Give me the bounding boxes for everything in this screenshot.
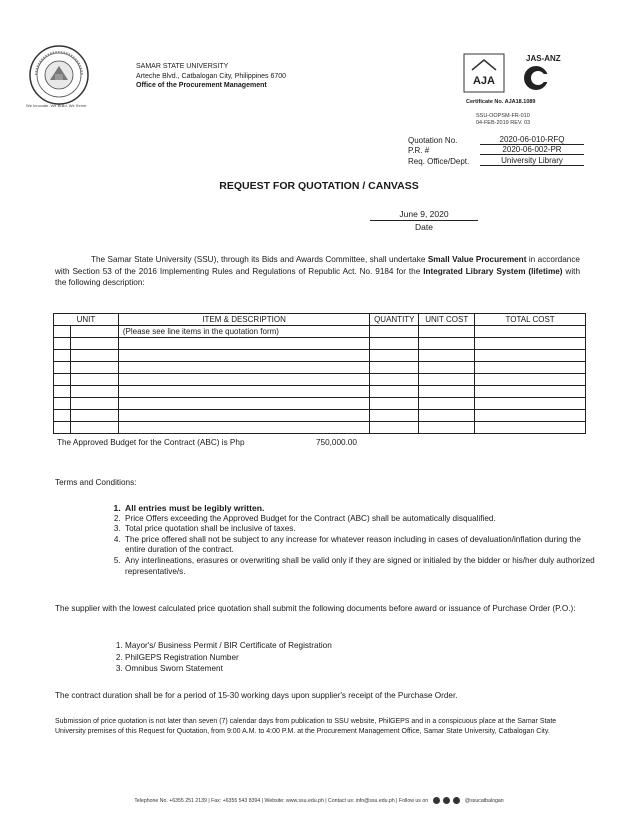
form-code — [476, 113, 530, 126]
form-code-revision: 04-FEB-2019 REV. 03 — [476, 119, 531, 126]
office-value: University Library — [480, 156, 584, 166]
intro-text-3: with the following description: — [55, 266, 580, 287]
table-header-row — [54, 314, 586, 326]
terms-heading: Terms and Conditions: — [55, 478, 137, 487]
university-seal-logo — [28, 44, 90, 106]
office-name: Office of the Procurement Management — [136, 82, 267, 89]
term-item: 4. The price offered shall not be subject to any increase for whatever reason including in cases of devaluation/inflation during the entire duration of the contract. — [123, 535, 601, 556]
document-item: 2. PhilGEPS Registration Number — [125, 652, 332, 664]
cert-logo-text: AJA — [472, 75, 496, 87]
header-unit-cost: UNIT COST — [419, 314, 475, 326]
items-table — [53, 313, 586, 434]
intro-bold-1: Small Value Procurement — [427, 255, 527, 264]
form-code-number: SSU-OOPSM-FR-010 — [476, 113, 530, 119]
quotation-no-label: Quotation No. — [408, 135, 458, 145]
footer — [0, 797, 638, 804]
contract-duration: The contract duration shall be for a period of 15-30 working days upon supplier's receipt of the Purchase Order. — [55, 691, 458, 700]
document-item: 1. Mayor's/ Business Permit / BIR Certificate of Registration — [125, 640, 332, 652]
footer-contact: Telephone No. +6355 251 2139 | Fax: +6355 543 8394 | Website: www.ssu.edu.ph | Contact us: info@ssu.edu.ph | Follow us on — [134, 797, 429, 804]
letterhead — [136, 62, 286, 91]
quotation-no-value: 2020-06-010-RFQ — [480, 135, 584, 145]
certificate-number: Certificate No. AJA18.1089 — [466, 99, 536, 105]
header-total-cost: TOTAL COST — [475, 314, 586, 326]
supplier-paragraph: The supplier with the lowest calculated price quotation shall submit the following documents before award or issuance of Purchase Order (P.O.): — [55, 604, 576, 613]
table-row — [54, 374, 586, 386]
term-item: 2. Price Offers exceeding the Approved Budget for the Contract (ABC) shall be automatically disqualified. — [123, 514, 601, 525]
intro-text-2: in accordance with Section 53 of the 2016 Implementing Rules and Regulations of Republic Act. No. 9184 for the — [55, 255, 580, 276]
quotation-no-row — [408, 134, 584, 145]
date-block — [370, 209, 478, 232]
pr-value: 2020-06-002-PR — [480, 145, 584, 155]
table-row — [54, 326, 586, 338]
table-row — [54, 422, 586, 434]
intro-bold-2: Integrated Library System (lifetime) — [423, 266, 563, 276]
twitter-icon — [433, 797, 440, 804]
term-item: 5. Any interlineations, erasures or overwriting shall be valid only if they are signed or initialed by the bidder or his/her duly authorized representative/s. — [123, 556, 601, 577]
documents-list — [109, 640, 332, 675]
table-row — [54, 386, 586, 398]
facebook-icon — [453, 797, 460, 804]
date-label: Date — [415, 222, 433, 232]
office-label: Req. Office/Dept. — [408, 156, 470, 166]
pr-label: P.R. # — [408, 146, 430, 155]
abc-line — [57, 438, 357, 447]
document-item: 3. Omnibus Sworn Statement — [125, 663, 332, 675]
table-row — [54, 398, 586, 410]
intro-text-1: The Samar State University (SSU), through its Bids and Awards Committee, shall undertake — [91, 255, 428, 264]
footer-handle: @ssucatbalogan — [464, 797, 504, 804]
abc-label: The Approved Budget for the Contract (ABC) is Php — [57, 438, 245, 447]
abc-amount: 750,000.00 — [316, 438, 357, 447]
instagram-icon — [443, 797, 450, 804]
intro-paragraph — [55, 254, 580, 289]
table-note: (Please see line items in the quotation form) — [118, 326, 369, 338]
social-icons — [432, 797, 462, 804]
table-row — [54, 362, 586, 374]
page-title: REQUEST FOR QUOTATION / CANVASS — [219, 180, 419, 192]
pr-row — [408, 145, 584, 156]
table-row — [54, 338, 586, 350]
office-row — [408, 155, 584, 166]
submission-paragraph: Submission of price quotation is not later than seven (7) calendar days from publication to SSU website, PhilGEPS and in a conspicuous place at the Samar State University premises of this Request for Quotation, from 9:00 A.M. to 4:00 P.M. at the Procurement Management Office, Samar State University, Catbalogan City. — [55, 718, 557, 736]
university-address: Arteche Blvd., Catbalogan City, Philippines 6700 — [136, 72, 287, 80]
terms-list — [107, 503, 601, 577]
date-value: June 9, 2020 — [370, 209, 478, 221]
table-row — [54, 410, 586, 422]
quotation-meta — [408, 134, 584, 166]
table-row — [54, 350, 586, 362]
seal-motto: We Innovate. We Build. We Serve. — [26, 103, 88, 108]
header-quantity: QUANTITY — [370, 314, 419, 326]
header-unit: UNIT — [54, 314, 119, 326]
university-name: SAMAR STATE UNIVERSITY — [136, 63, 229, 70]
cert-mark: JAS-ANZ — [526, 54, 561, 63]
term-item: 3. Total price quotation shall be inclusive of taxes. — [123, 524, 601, 535]
header-item-description: ITEM & DESCRIPTION — [118, 314, 369, 326]
term-item: 1. All entries must be legibly written. — [123, 503, 601, 514]
